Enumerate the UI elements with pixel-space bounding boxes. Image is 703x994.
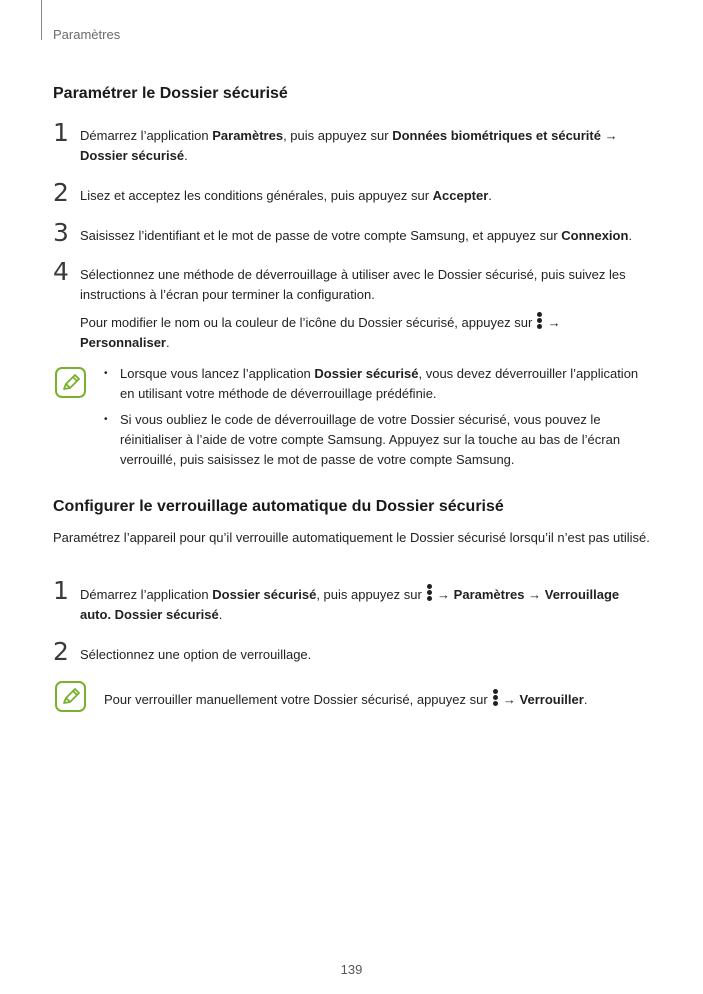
note-bullet-list xyxy=(104,364,649,476)
list-item: • Lorsque vous lancez l’application Dossier sécurisé, vous devez déverrouiller l’application en utilisant votre méthode de déverrouillage prédéfinie. xyxy=(104,364,649,404)
page-header: Paramètres xyxy=(53,27,121,42)
list-item: • Si vous oubliez le code de déverrouillage de votre Dossier sécurisé, vous pouvez le réinitialiser à l’aide de votre compte Samsung. Appuyez sur la touche au bas de l’écran verrouillé, puis saisissez le mot de passe de votre compte Samsung. xyxy=(104,410,649,470)
step-3 xyxy=(53,218,653,247)
more-options-icon xyxy=(536,312,544,330)
section-heading: Configurer le verrouillage automatique du Dossier sécurisé xyxy=(53,498,504,515)
section-intro: Paramétrez l’appareil pour qu’il verrouille automatiquement le Dossier sécurisé lorsqu’il n’est pas utilisé. xyxy=(53,530,650,545)
note-pencil-icon xyxy=(55,681,86,712)
step-number: 1 xyxy=(53,576,69,605)
header-divider xyxy=(41,0,42,40)
page-number: 139 xyxy=(340,962,363,977)
step-text: Démarrez l’application Dossier sécurisé, puis appuyez sur → Paramètres → Verrouillage auto. Dossier sécurisé. xyxy=(80,584,653,625)
step-1 xyxy=(53,576,653,625)
step-4-subparagraph: Pour modifier le nom ou la couleur de l’icône du Dossier sécurisé, appuyez sur → Personnaliser. xyxy=(80,312,655,353)
step-2 xyxy=(53,637,653,666)
step-number: 3 xyxy=(53,218,69,247)
step-number: 2 xyxy=(53,637,69,666)
step-text: Sélectionnez une option de verrouillage. xyxy=(80,647,312,662)
step-number: 2 xyxy=(53,178,69,207)
step-text: Saisissez l’identifiant et le mot de passe de votre compte Samsung, et appuyez sur Connexion. xyxy=(80,228,633,243)
note-text: Pour verrouiller manuellement votre Dossier sécurisé, appuyez sur → Verrouiller. xyxy=(104,689,664,710)
note-pencil-icon xyxy=(55,367,86,398)
step-1 xyxy=(53,118,653,166)
step-4 xyxy=(53,257,653,305)
step-number: 1 xyxy=(53,118,69,147)
step-number: 4 xyxy=(53,257,69,286)
step-text: Sélectionnez une méthode de déverrouillage à utiliser avec le Dossier sécurisé, puis suivez les instructions à l’écran pour terminer la configuration. xyxy=(80,267,626,302)
step-text: Lisez et acceptez les conditions générales, puis appuyez sur Accepter. xyxy=(80,188,492,203)
step-2 xyxy=(53,178,653,207)
step-text: Démarrez l’application Paramètres, puis appuyez sur Données biométriques et sécurité → Dossier sécurisé. xyxy=(80,128,618,163)
section-heading: Paramétrer le Dossier sécurisé xyxy=(53,85,288,102)
